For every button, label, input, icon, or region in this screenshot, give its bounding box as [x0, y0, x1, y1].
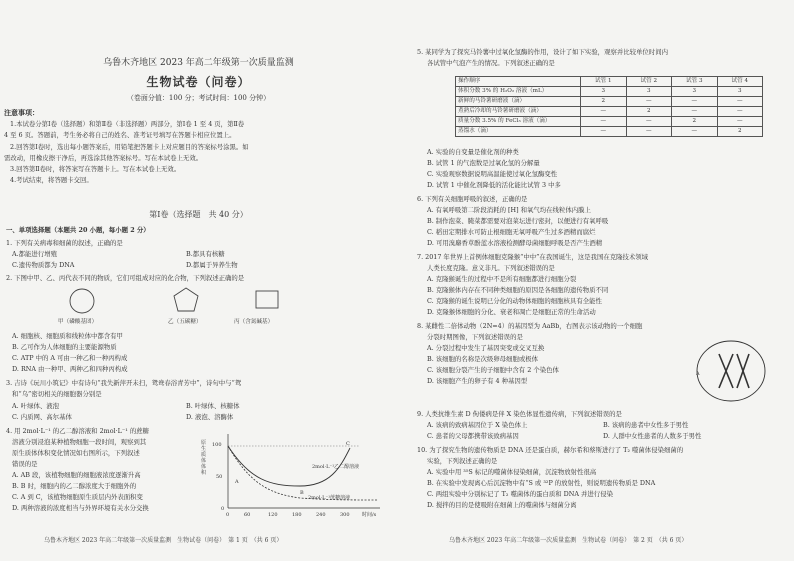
table-header-cell: 试管 1 — [581, 77, 627, 87]
graph-point-c: C — [346, 441, 350, 447]
option-b: B. 该病的患者中女性多于男性 — [603, 421, 689, 429]
table-cell: 2 — [626, 107, 672, 117]
notice-item: 需改动，用橡皮擦干净后，再选涂其他答案标号。写在本试卷上无效。 — [4, 154, 203, 162]
question-stem: 6. 下列有关细胞呼吸的叙述，正确的是 — [417, 195, 528, 203]
option-d: D. 搅拌的目的是使吸附在细菌上的噬菌体与细菌分离 — [427, 501, 577, 509]
table-header-cell: 试管 4 — [717, 77, 763, 87]
question-stem: 溶液分别浸泡某种植物细胞一段时间，观察到其 — [12, 438, 147, 446]
table-cell: — — [626, 117, 672, 127]
option-d: D. RNA 由一种甲、两种乙和四种丙构成 — [12, 365, 128, 373]
option-d: D. 试管 1 中催化剂降低的活化能比试管 3 中多 — [427, 181, 561, 189]
option-c: C.遗传物质都为 DNA — [12, 261, 75, 269]
notice-title: 注意事项： — [4, 108, 39, 117]
table-cell: 3 — [672, 87, 718, 97]
table-cell: 质量分数 3.5% 的 FeCl₃ 溶液（滴） — [456, 117, 581, 127]
table-cell: 3 — [626, 87, 672, 97]
table-cell: 煮熟后冷却的马铃薯研磨液（滴） — [456, 107, 581, 117]
table-row — [456, 107, 763, 117]
page-2 — [397, 0, 794, 561]
pentose-pentagon-shape — [174, 288, 198, 311]
notice-item: 2.回答第Ⅰ卷时，选出每小题答案后，用铅笔把答题卡上对应题目的答案标号涂黑。如 — [10, 143, 249, 151]
option-d: D.都属于异养生物 — [186, 261, 238, 269]
option-a: A. 实验中用 ³⁵S 标记的噬菌体侵染细菌，沉淀物放射性很高 — [427, 468, 597, 476]
base-rectangle-shape — [256, 291, 278, 308]
question-stem: 5. 某同学为了探究马铃薯中过氧化氢酶的作用，设计了如下实验，观察并比较单位时间内 — [417, 48, 668, 56]
option-b: B.都具有核糖 — [186, 250, 225, 258]
option-b: B. B 时，细胞内的乙二醇浓度大于细胞外的 — [12, 482, 137, 490]
table-row — [456, 117, 763, 127]
table-cell: — — [581, 107, 627, 117]
question-stem: 原生质体体积变化情况如右图所示，下列叙述 — [12, 449, 140, 457]
table-header-cell: 操作顺序 — [456, 77, 581, 87]
option-b: B. 该细胞的名称是次级卵母细胞或极体 — [427, 355, 539, 363]
question-stem: 4. 用 2mol·L⁻¹ 的乙二醇溶液和 2mol·L⁻¹ 的蔗糖 — [6, 427, 150, 435]
table-cell: 2 — [581, 97, 627, 107]
table-header-cell: 试管 3 — [672, 77, 718, 87]
question-stem: 分裂时期图像，下列叙述错误的是 — [427, 333, 523, 341]
table-row — [456, 87, 763, 97]
graph-ytick: 100 — [212, 442, 222, 448]
question-stem: 2. 下图中甲、乙、丙代表不同的物质，它们可组成对应的化合物，下列叙述正确的是 — [6, 274, 245, 282]
table-header-cell: 试管 2 — [626, 77, 672, 87]
table-cell: — — [626, 127, 672, 137]
figure-label-bing: 丙（含氮碱基） — [234, 319, 274, 325]
option-d: D. 两种溶液的浓度相当与外界环境有关水分交换 — [12, 504, 149, 512]
page-footer: 乌鲁木齐地区 2023 年高二年级第一次质量监测 生物试卷（问卷） 第 1 页 （共 6 页） — [44, 537, 283, 544]
paper-score-time: （卷面分值：100 分；考试时间：100 分钟） — [126, 94, 271, 102]
option-a: A. 分裂过程中发生了基因突变或交叉互换 — [427, 344, 545, 352]
graph-xtick: 300 — [340, 512, 350, 518]
table-cell: 3 — [717, 87, 763, 97]
cell-division-figure — [691, 336, 771, 406]
table-cell: — — [581, 117, 627, 127]
part-title: 第Ⅰ卷（选择题 共 40 分） — [149, 210, 248, 219]
graph-xtick: 0 — [226, 512, 230, 518]
question-stem: 错误的是 — [12, 460, 38, 468]
option-c: C. 两组实验中分别标记了 T₂ 噬菌体的蛋白质和 DNA 并进行侵染 — [427, 490, 613, 498]
option-c: C. A 到 C，该植物细胞原生质层内外表面积变 — [12, 493, 143, 501]
option-c: C. 克隆猴的诞生说明已分化的动物体细胞的细胞核具有全能性 — [427, 297, 602, 305]
table-cell: 蒸馏水（滴） — [456, 127, 581, 137]
table-cell: 体积分数 3% 的 H₂O₂ 溶液（mL） — [456, 87, 581, 97]
option-d: D. 可用溴麝香草酚蓝水溶液检测酵母菌细胞呼吸是否产生酒精 — [427, 239, 603, 247]
graph-point-b: B — [300, 490, 304, 496]
question-stem: 8. 某雌性二倍体动物（2N=4）的基因型为 AaBb，右图表示该动物的一个细胞 — [417, 322, 643, 330]
question-stem: 3. 吉诗《玩川小筑记》中有诗句“我失新萍开未扫，鸳鸯春浴青芳中”，诗句中与“鸳 — [6, 379, 242, 387]
cell-outline-shape — [697, 341, 765, 401]
option-a: A. 叶绿体、液泡 — [12, 402, 60, 410]
question-stem: 9. 人类抗维生素 D 佝偻病是伴 X 染色体显性遗传病，下列叙述错误的是 — [417, 410, 622, 418]
graph-xlabel: 时间/s — [362, 512, 377, 518]
notice-item: 4.考试结束，将答题卡交回。 — [10, 176, 93, 184]
graph-curve2-label: 2mol·L⁻¹蔗糖溶液 — [308, 495, 351, 501]
graph-curve1-label: 2mol·L⁻¹乙二醇溶液 — [312, 464, 360, 470]
graph-point-a: A — [235, 479, 239, 485]
chromosome-shape — [737, 354, 749, 388]
option-c: C. 患者的父母都携带该致病基因 — [427, 432, 519, 440]
option-b: B. 试管 1 的气泡数是过氧化氢的分解量 — [427, 159, 540, 167]
table-cell: — — [581, 127, 627, 137]
table-cell: — — [717, 97, 763, 107]
option-a: A. 实验的自变量是催化剂的种类 — [427, 148, 519, 156]
option-a: A.都能进行增殖 — [12, 250, 57, 258]
table-cell: — — [672, 97, 718, 107]
option-c: C. ATP 中的 A 可由一种乙和一种丙构成 — [12, 354, 128, 362]
notice-item: 3.回答第Ⅱ卷时，将答案写在答题卡上。写在本试卷上无效。 — [10, 165, 181, 173]
graph-xtick: 180 — [292, 512, 302, 518]
paper-title: 生物试卷（问卷） — [146, 75, 251, 89]
section-title: 一、单项选择题（本题共 20 小题，每小题 2 分） — [6, 226, 150, 234]
table-cell: — — [672, 107, 718, 117]
figure-gene-label: A — [696, 371, 700, 377]
option-c: C. 稻田定期排水可防止根细胞无氧呼吸产生过多酒精而腐烂 — [427, 228, 596, 236]
option-c: C. 该细胞分裂产生的子细胞中含有 2 个染色体 — [427, 366, 559, 374]
question-stem: 7. 2017 年世界上首例体细胞克隆猴“中中”在我国诞生，这是我国在克隆技术领域 — [417, 253, 649, 261]
chromosome-shape — [719, 354, 733, 388]
question-stem: 1. 下列有关病毒和细菌的叙述，正确的是 — [6, 239, 123, 247]
question-stem: 10. 为了探究生物的遗传物质是 DNA 还是蛋白质，赫尔希和蔡斯进行了 T₂ 噬菌体侵染细菌的 — [417, 446, 684, 454]
table-header-row — [456, 77, 763, 87]
graph-xtick: 60 — [244, 512, 251, 518]
table-cell: 2 — [717, 127, 763, 137]
option-d: D. 克隆猴体细胞的分化、衰老和凋亡是细胞正常的生命活动 — [427, 308, 596, 316]
table-cell: 2 — [672, 117, 718, 127]
option-a: A. 有氧呼吸第二阶段消耗的 [H] 和氧气均在线粒体内膜上 — [427, 206, 591, 214]
graph-ylabel: 原生质体体积 — [201, 440, 207, 476]
page-footer: 乌鲁木齐地区 2023 年高二年级第一次质量监测 生物试卷（问卷） 第 2 页 （共 6 页） — [449, 537, 688, 544]
question-stem: 各试管中气泡产生的情况。下列叙述正确的是 — [427, 59, 555, 67]
question-stem: 和“乌”密切相关的细胞器分别是 — [12, 390, 102, 398]
graph-ytick: 0 — [221, 506, 225, 512]
figure-label-jia: 甲（磷酸基团） — [58, 319, 98, 325]
option-a: A. 该病的致病基因位于 X 染色体上 — [427, 421, 528, 429]
option-a: A. 细胞核、细胞质和线粒体中都含有甲 — [12, 332, 123, 340]
table-cell: — — [717, 117, 763, 127]
question-stem: 人类长度克隆。意义非凡。下列叙述错误的是 — [427, 264, 555, 272]
option-b: B. 在实验中发现离心后沉淀物中有“S 或 ³²P 的放射性，则说明遗传物质是 DNA — [427, 479, 656, 487]
notice-item: 1.本试卷分第Ⅰ卷（选择题）和第Ⅱ卷（非选择题）两部分，第Ⅰ卷 1 至 4 页，第Ⅱ卷 — [10, 120, 245, 128]
question-stem: 实验，下列叙述正确的是 — [427, 457, 498, 465]
table-row — [456, 97, 763, 107]
option-d: D. 液泡、溶酶体 — [186, 413, 234, 421]
table-cell: 新鲜的马铃薯研磨液（滴） — [456, 97, 581, 107]
graph-xtick: 240 — [316, 512, 326, 518]
option-a: A. 克隆猴诞生的过程中不是所有细胞都进行细胞分裂 — [427, 275, 577, 283]
option-b: B. 克隆猴体内存在不同种类细胞的原因是各细胞的遗传物质不同 — [427, 286, 609, 294]
option-a: A. AB 段，该植物细胞的细胞液浓度逐渐升高 — [12, 471, 141, 479]
notice-item: 4 至 6 页。答题前，考生务必将自己的姓名、准考证号填写在答题卡相应位置上。 — [4, 131, 236, 139]
option-d: D. 人群中女性患者的人数多于男性 — [603, 432, 702, 440]
option-d: D. 该细胞产生的卵子有 4 种基因型 — [427, 377, 528, 385]
option-b: B. 制作泡菜、腌菜都需要对泡菜坛进行密封，以便进行有氧呼吸 — [427, 217, 609, 225]
graph-xtick: 120 — [268, 512, 278, 518]
table-row — [456, 127, 763, 137]
option-b: B. 叶绿体、核糖体 — [186, 402, 240, 410]
table-cell: 3 — [581, 87, 627, 97]
option-c: C. 实验观察数据说明高温能使过氧化氢酶变性 — [427, 170, 558, 178]
table-cell: — — [672, 127, 718, 137]
phosphate-circle-shape — [70, 289, 94, 313]
experiment-table — [455, 76, 763, 137]
graph-ytick: 50 — [216, 474, 223, 480]
table-cell: — — [626, 97, 672, 107]
option-c: C. 内质网、高尔基体 — [12, 413, 72, 421]
option-b: B. 乙可作为人体细胞的主要能源物质 — [12, 343, 117, 351]
exam-region-title: 乌鲁木齐地区 2023 年高二年级第一次质量监测 — [103, 58, 294, 68]
table-cell: — — [717, 107, 763, 117]
figure-label-yi: 乙（五碳糖） — [168, 319, 202, 325]
